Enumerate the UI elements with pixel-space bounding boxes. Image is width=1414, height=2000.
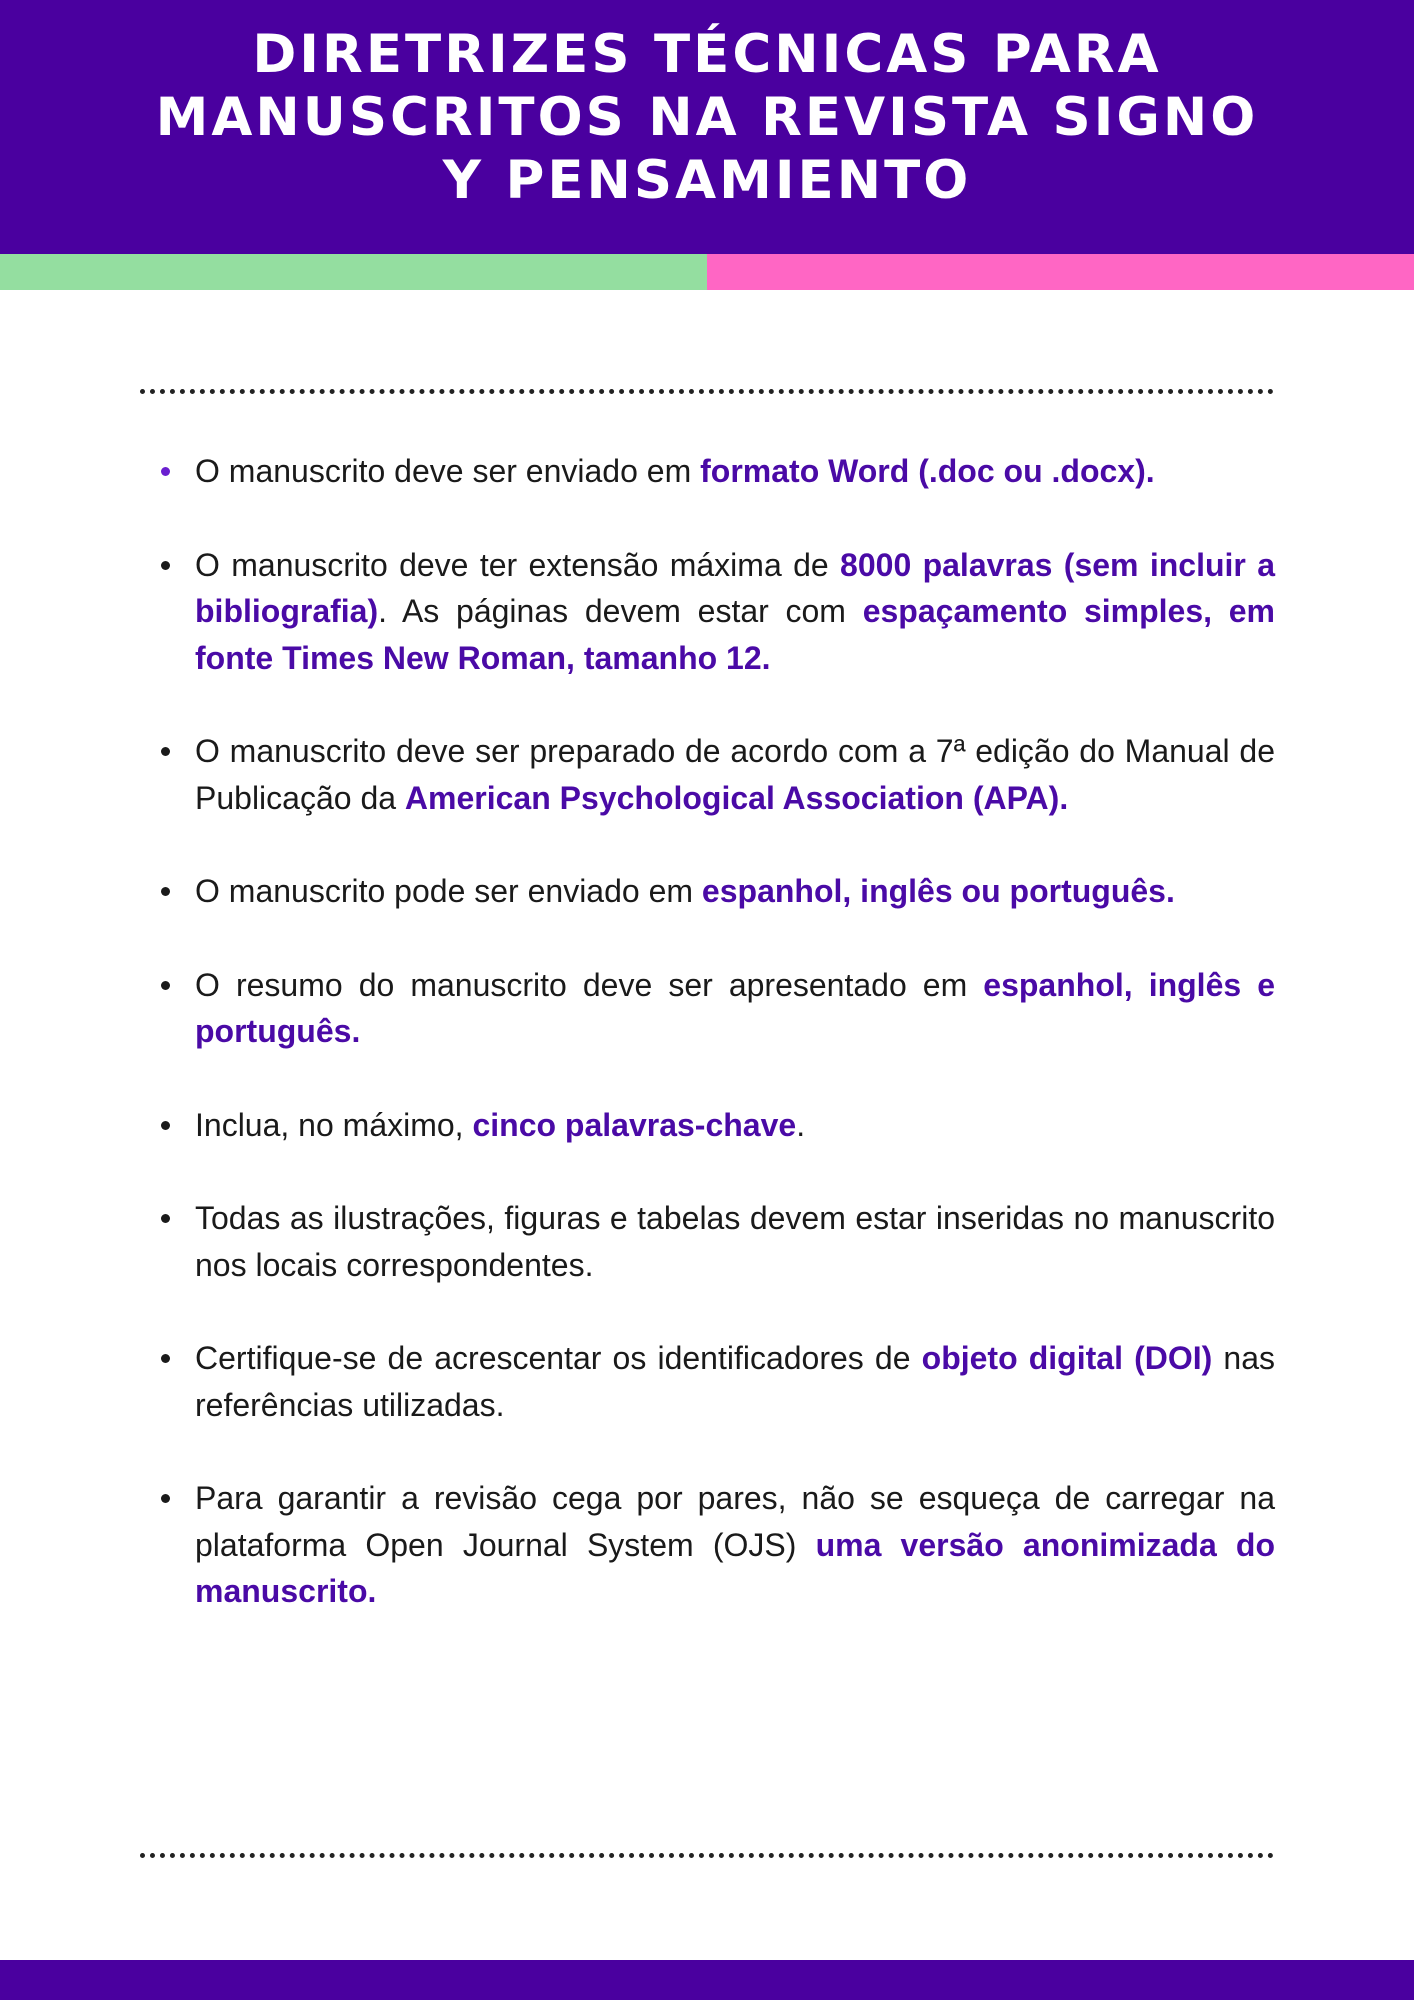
guideline-item-languages bbox=[195, 868, 1275, 915]
accent-bar-pink bbox=[707, 254, 1414, 290]
bullet-icon bbox=[161, 467, 170, 476]
guideline-text: O manuscrito deve ser preparado de acordo com a 7ª edição do Manual de Publicação da bbox=[195, 733, 1275, 816]
guideline-highlight: espanhol, inglês ou português. bbox=[701, 873, 1175, 909]
page-title: DIRETRIZES TÉCNICAS PARA MANUSCRITOS NA REVISTA SIGNO Y PENSAMIENTO bbox=[155, 23, 1259, 211]
guideline-text: O manuscrito deve ser enviado em bbox=[195, 453, 701, 489]
guideline-text: . As páginas devem estar com bbox=[378, 593, 863, 629]
guideline-item-doi bbox=[195, 1335, 1275, 1428]
guideline-highlight: objeto digital (DOI) bbox=[921, 1340, 1213, 1376]
guideline-text: Para garantir a revisão cega por pares, não se esqueça de carregar na plataforma Open Journal System (OJS) bbox=[195, 1480, 1275, 1563]
bullet-icon bbox=[161, 1354, 170, 1363]
guideline-text: O resumo do manuscrito deve ser apresentado em bbox=[195, 966, 984, 1003]
guideline-text: Todas as ilustrações, figuras e tabelas devem estar inseridas no manuscrito nos locais correspondentes. bbox=[195, 1200, 1275, 1283]
guideline-highlight: espaçamento simples, em fonte Times New Roman, tamanho 12. bbox=[195, 593, 1276, 676]
guideline-text: O manuscrito pode ser enviado em bbox=[195, 873, 702, 909]
bullet-icon bbox=[161, 561, 170, 570]
guideline-text: . bbox=[796, 1106, 806, 1143]
guideline-text: nas referências utilizadas. bbox=[195, 1340, 1276, 1423]
guideline-text: Inclua, no máximo, bbox=[195, 1106, 473, 1143]
guideline-highlight: American Psychological Association (APA). bbox=[404, 779, 1069, 816]
guideline-item-apa bbox=[195, 728, 1275, 821]
bullet-icon bbox=[161, 747, 170, 756]
bullet-icon bbox=[161, 1214, 170, 1223]
guideline-item-figures bbox=[195, 1195, 1275, 1288]
dotted-divider-bottom bbox=[140, 1853, 1274, 1858]
guideline-item-keywords bbox=[195, 1102, 1275, 1149]
guideline-highlight: espanhol, inglês e português. bbox=[195, 966, 1275, 1049]
bullet-icon bbox=[161, 1121, 170, 1130]
bullet-icon bbox=[161, 887, 170, 896]
guideline-highlight: 8000 palavras (sem incluir a bibliografia) bbox=[195, 546, 1276, 629]
bullet-icon bbox=[161, 981, 170, 990]
guideline-highlight: cinco palavras-chave bbox=[472, 1106, 797, 1143]
footer-bar bbox=[0, 1960, 1414, 2000]
accent-bar bbox=[0, 254, 1414, 290]
guideline-item-length bbox=[195, 542, 1275, 682]
guideline-text: O manuscrito deve ter extensão máxima de bbox=[195, 546, 841, 583]
bullet-icon bbox=[161, 1494, 170, 1503]
guideline-item-word-format bbox=[195, 448, 1275, 495]
dotted-divider-top bbox=[140, 389, 1274, 394]
guideline-highlight: uma versão anonimizada do manuscrito. bbox=[195, 1526, 1276, 1609]
guidelines-list bbox=[195, 448, 1275, 1662]
guideline-highlight: formato Word (.doc ou .docx). bbox=[700, 453, 1155, 489]
guideline-item-blind-review bbox=[195, 1475, 1275, 1615]
guideline-text: Certifique-se de acrescentar os identificadores de bbox=[195, 1340, 922, 1376]
header-banner bbox=[0, 0, 1414, 254]
guideline-item-abstract bbox=[195, 962, 1275, 1055]
accent-bar-green bbox=[0, 254, 707, 290]
